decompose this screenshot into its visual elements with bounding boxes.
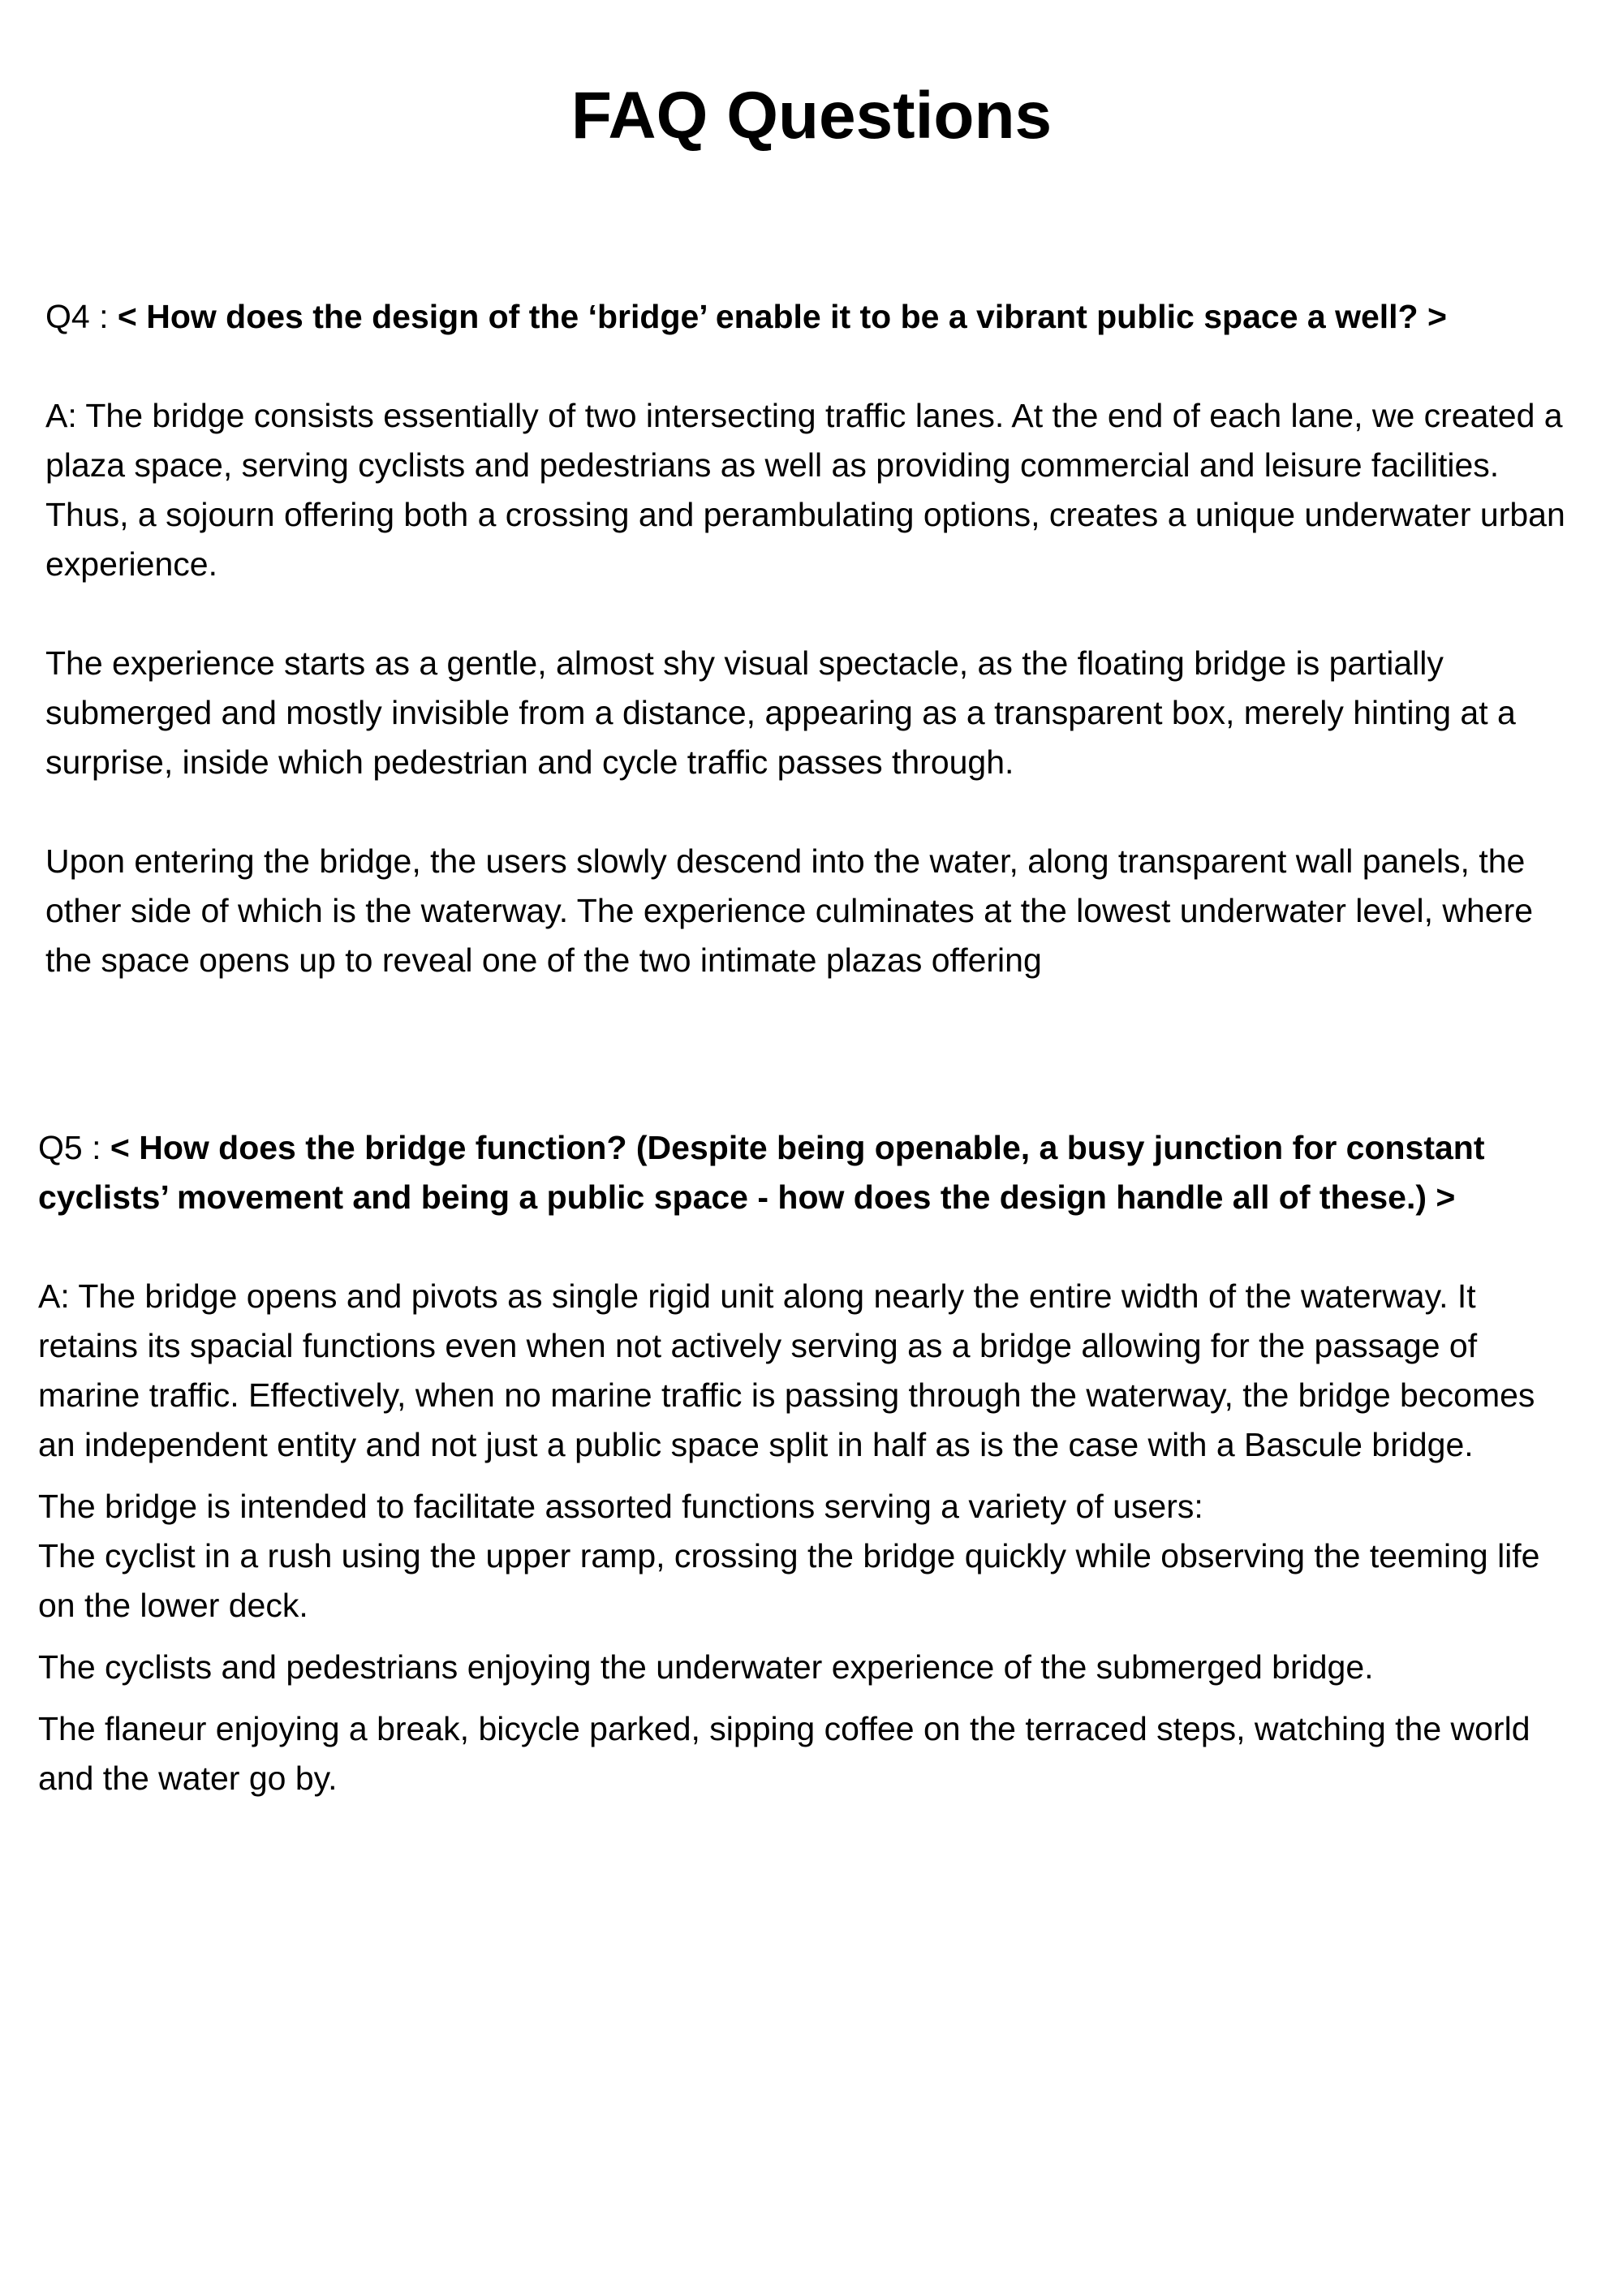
answer-paragraph: A: The bridge opens and pivots as single rigid unit along nearly the entire width of the waterway. It retains its spacial functions even when not actively serving as a bridge allowing for the passage of marine traffic. Effectively, when no marine traffic is passing through the waterway, the bridge becomes an independent entity and not just a public space split in half as is the case with a Bascule bridge. (38, 1277, 1535, 1463)
question-text: < How does the bridge function? (Despite being openable, a busy junction for constant cyclists’ movement and being a public space - how does the design handle all of these.) > (38, 1129, 1485, 1216)
answer-paragraph: A: The bridge consists essentially of two intersecting traffic lanes. At the end of each lane, we created a plaza space, serving cyclists and pedestrians as well as providing commercial and leisure facilities. Thus, a sojourn offering both a crossing and perambulating options, creates a unique underwater urban experience. (45, 397, 1565, 583)
answer-paragraph: The cyclist in a rush using the upper ramp, crossing the bridge quickly while observing the teeming life on the lower deck. (38, 1537, 1540, 1624)
faq-question (45, 292, 1604, 342)
faq-question (38, 1123, 1580, 1222)
answer-paragraph: Upon entering the bridge, the users slowly descend into the water, along transparent wall panels, the other side of which is the waterway. The experience culminates at the lowest underwater level, where the space opens up to reveal one of the two intimate plazas offering (45, 842, 1534, 979)
answer-paragraph: The experience starts as a gentle, almost shy visual spectacle, as the floating bridge is partially submerged and mostly invisible from a distance, appearing as a transparent box, merely hinting at a surprise, inside which pedestrian and cycle traffic passes through. (45, 644, 1516, 781)
answer-paragraph: The cyclists and pedestrians enjoying the underwater experience of the submerged bridge. (38, 1648, 1374, 1686)
question-prefix: Q5 : (38, 1129, 110, 1166)
question-text: < How does the design of the ‘bridge’ enable it to be a vibrant public space a well? > (117, 298, 1447, 335)
answer-paragraph: The bridge is intended to facilitate assorted functions serving a variety of users: (38, 1488, 1203, 1525)
page-title: FAQ Questions (570, 79, 1053, 153)
faq-item-q4 (45, 292, 1623, 985)
question-prefix: Q4 : (45, 298, 118, 335)
faq-item-q5 (38, 1123, 1621, 1803)
answer-paragraph: The flaneur enjoying a break, bicycle parked, sipping coffee on the terraced steps, watching the world and the water go by. (38, 1710, 1530, 1797)
